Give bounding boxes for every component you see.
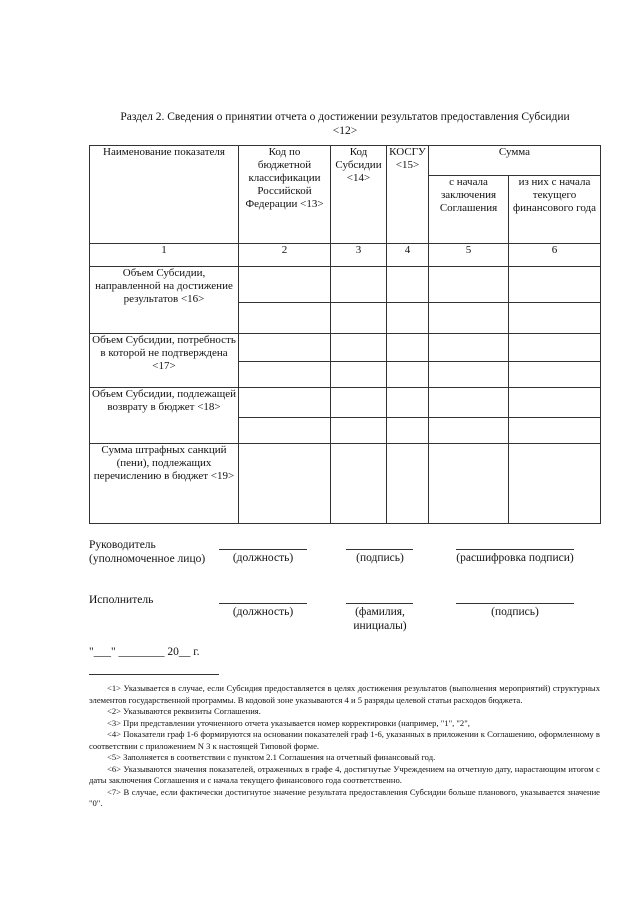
footnote: <3> При представлении уточненного отчета указывается номер корректировки (например, "1", "2", [107,717,470,728]
col-num: 6 [509,244,601,267]
cell-subsidy-code [331,267,387,303]
cell-from-year [509,267,601,303]
cell-subsidy-code [331,334,387,362]
head-decode-line [456,549,574,550]
col-num: 5 [429,244,509,267]
cell-kosgu [387,267,429,303]
cell-subsidy-code [331,444,387,524]
cell-kosgu [387,362,429,388]
exec-position-line [219,603,307,604]
exec-signature-line [456,603,574,604]
footnotes [89,683,600,810]
footnote: <1> Указывается в случае, если Субсидия предоставляется в целях достижения результатов (выполнения мероприятий) структурных элементов государственной программы. В кодовой зоне указываются 4 и 5 разряды целевой статьи расходов бюджета. [89,683,600,705]
head-label: Руководитель (уполномоченное лицо) [89,539,206,565]
footnote: <2> Указываются реквизиты Соглашения. [107,706,261,716]
section-title [90,110,600,138]
header-from-year: из них с начала текущего финансового года [509,176,601,244]
cell-kbk [239,334,331,362]
cell-from-year [509,388,601,418]
cell-from-year [509,444,601,524]
section-title-text: Раздел 2. Сведения о принятии отчета о достижении результатов предоставления Субсидии [120,111,570,123]
cell-from-start [429,334,509,362]
table-row [90,334,601,362]
row-label: Объем Субсидии, направленной на достижение результатов <16> [90,267,239,334]
cell-subsidy-code [331,303,387,334]
cell-kbk [239,362,331,388]
table-row [90,388,601,418]
header-name: Наименование показателя [90,146,239,244]
section-title-ref: <12> [332,125,358,137]
header-from-start: с начала заключения Соглашения [429,176,509,244]
cell-kbk [239,418,331,444]
cell-kbk [239,444,331,524]
head-signature-line [346,549,413,550]
cell-from-start [429,303,509,334]
cell-from-start [429,444,509,524]
cell-kosgu [387,418,429,444]
exec-cap-signature: (подпись) [491,606,539,618]
cell-from-start [429,362,509,388]
footnote-divider [89,674,219,675]
table-row [90,444,601,524]
cell-from-year [509,334,601,362]
head-cap-signature: (подпись) [356,552,404,564]
cell-subsidy-code [331,362,387,388]
cell-from-start [429,388,509,418]
footnote: <6> Указываются значения показателей, отраженных в графе 4, достигнутые Учреждением на отчетную дату, нарастающим итогом с даты заключения Соглашения и с начала текущего финансового года соответственно. [89,763,600,785]
header-kbk: Код по бюджетной классификации Российской Федерации <13> [239,146,331,244]
cell-kbk [239,388,331,418]
cell-from-year [509,418,601,444]
cell-from-start [429,267,509,303]
col-num: 2 [239,244,331,267]
exec-cap-name: (фамилия, инициалы) [353,606,407,632]
footnote: <5> Заполняется в соответствии с пунктом 2.1 Соглашения на отчетный финансовый год. [107,752,436,762]
col-num: 4 [387,244,429,267]
cell-subsidy-code [331,418,387,444]
row-label: Объем Субсидии, подлежащей возврату в бюджет <18> [90,388,239,444]
col-num: 1 [90,244,239,267]
header-sum: Сумма [429,146,601,176]
row-label: Сумма штрафных санкций (пени), подлежащих перечислению в бюджет <19> [90,444,239,524]
cell-from-year [509,362,601,388]
cell-kbk [239,303,331,334]
cell-kbk [239,267,331,303]
footnote: <7> В случае, если фактически достигнутое значение результата предоставления Субсидии больше планового, указывается значение "0". [89,786,600,808]
header-subsidy-code: Код Субсидии <14> [331,146,387,244]
cell-from-start [429,418,509,444]
row-label: Объем Субсидии, потребность в которой не подтверждена <17> [90,334,239,388]
cell-subsidy-code [331,388,387,418]
exec-name-line [346,603,413,604]
cell-kosgu [387,334,429,362]
table-row [90,267,601,303]
column-numbers-row [90,244,601,267]
cell-kosgu [387,444,429,524]
footnote: <4> Показатели граф 1-6 формируются на основании показателей граф 1-6, указанных в приложении к Соглашению, оформленному в соответствии с приложением N 3 к настоящей Типовой форме. [89,729,600,751]
cell-kosgu [387,303,429,334]
col-num: 3 [331,244,387,267]
report-table [89,145,601,524]
head-cap-decode: (расшифровка подписи) [456,552,574,564]
exec-label: Исполнитель [89,594,154,606]
cell-from-year [509,303,601,334]
exec-cap-position: (должность) [232,606,294,618]
head-position-line [219,549,307,550]
date-line: "___" ________ 20__ г. [89,646,200,658]
cell-kosgu [387,388,429,418]
head-cap-position: (должность) [232,552,294,564]
header-kosgu: КОСГУ <15> [387,146,429,244]
